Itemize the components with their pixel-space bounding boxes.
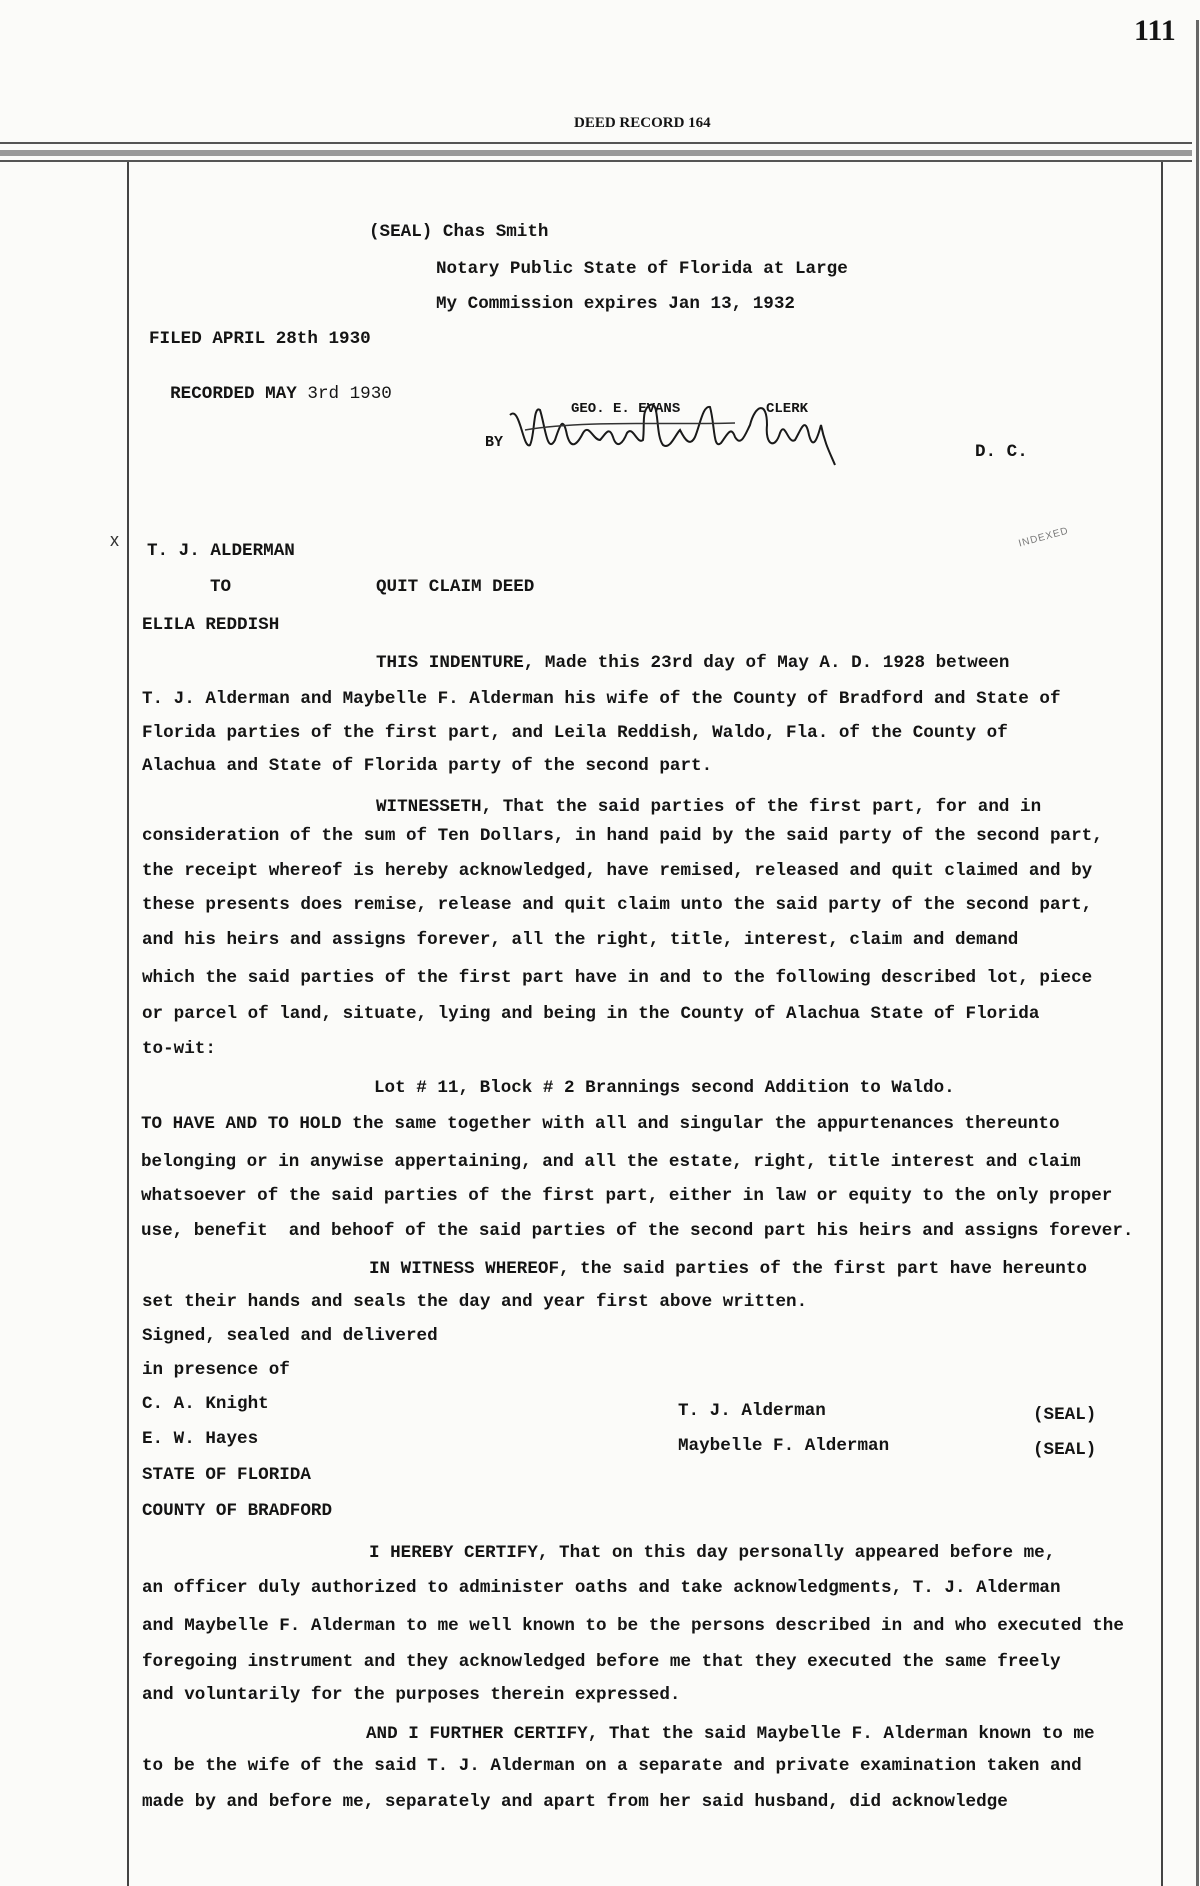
- further-certify-line: made by and before me, separately and apart from her said husband, did acknowledge: [142, 1792, 1008, 1812]
- clerk-name: GEO. E. EVANS: [571, 401, 681, 417]
- grantee-name: ELILA REDDISH: [142, 615, 280, 635]
- book-title: DEED RECORD 164: [574, 115, 711, 131]
- to-label: TO: [210, 577, 232, 597]
- in-witness-line: IN WITNESS WHEREOF, the said parties of the first part have hereunto: [369, 1259, 1087, 1279]
- witnesseth-line: these presents does remise, release and quit claim unto the said party of the second part,: [142, 895, 1093, 915]
- notary-seal-line: (SEAL) Chas Smith: [369, 222, 549, 242]
- indexed-stamp: INDEXED: [1017, 525, 1070, 550]
- presence-label: in presence of: [142, 1360, 290, 1380]
- header-rule-bottom: [0, 160, 1192, 162]
- witnesseth-line: to-wit:: [142, 1039, 216, 1059]
- habendum-line: belonging or in anywise appertaining, and all the estate, right, title interest and claim: [141, 1152, 1081, 1172]
- right-margin-line: [1161, 162, 1163, 1886]
- indenture-line: T. J. Alderman and Maybelle F. Alderman his wife of the County of Bradford and State of: [142, 689, 1061, 709]
- further-certify-line: AND I FURTHER CERTIFY, That the said Maybelle F. Alderman known to me: [366, 1724, 1095, 1744]
- further-certify-line: to be the wife of the said T. J. Alderman on a separate and private examination taken and: [142, 1756, 1082, 1776]
- certify-line: I HEREBY CERTIFY, That on this day personally appeared before me,: [369, 1543, 1056, 1563]
- header-rule-top: [0, 142, 1192, 144]
- witness-name: C. A. Knight: [142, 1394, 269, 1414]
- signer-name: T. J. Alderman: [678, 1401, 826, 1421]
- signed-sealed-label: Signed, sealed and delivered: [142, 1326, 438, 1346]
- page-edge: [1196, 20, 1199, 1886]
- witnesseth-line: or parcel of land, situate, lying and being in the County of Alachua State of Florida: [142, 1004, 1040, 1024]
- state-heading: STATE OF FLORIDA: [142, 1465, 311, 1485]
- margin-mark: x: [110, 530, 119, 550]
- deputy-clerk-label: D. C.: [975, 442, 1028, 462]
- left-margin-line: [127, 162, 129, 1886]
- page-number: 111: [1134, 14, 1176, 47]
- habendum-line: TO HAVE AND TO HOLD the same together with all and singular the appurtenances thereunto: [141, 1114, 1060, 1134]
- witnesseth-line: the receipt whereof is hereby acknowledged, have remised, released and quit claimed and by: [142, 861, 1093, 881]
- signer-name: Maybelle F. Alderman: [678, 1436, 890, 1456]
- habendum-line: whatsoever of the said parties of the first part, either in law or equity to the only proper: [141, 1186, 1113, 1206]
- habendum-line: use, benefit and behoof of the said parties of the second part his heirs and assigns forever.: [141, 1221, 1134, 1241]
- grantor-name: T. J. ALDERMAN: [147, 541, 295, 561]
- deputy-clerk-signature: [505, 395, 885, 475]
- deed-type: QUIT CLAIM DEED: [376, 577, 535, 597]
- witnesseth-line: WITNESSETH, That the said parties of the first part, for and in: [376, 797, 1042, 817]
- certify-line: and voluntarily for the purposes therein expressed.: [142, 1685, 681, 1705]
- seal-label: (SEAL): [1033, 1440, 1097, 1460]
- header-rule-middle: [0, 150, 1192, 156]
- indenture-line: Alachua and State of Florida party of the second part.: [142, 756, 713, 776]
- witness-name: E. W. Hayes: [142, 1429, 259, 1449]
- recorded-label: RECORDED MAY: [170, 384, 297, 404]
- witnesseth-line: and his heirs and assigns forever, all the right, title, interest, claim and demand: [142, 930, 1019, 950]
- indenture-line: THIS INDENTURE, Made this 23rd day of May A. D. 1928 between: [376, 653, 1010, 673]
- lot-description: Lot # 11, Block # 2 Brannings second Addition to Waldo.: [374, 1078, 955, 1098]
- certify-line: and Maybelle F. Alderman to me well known to be the persons described in and who executed the: [142, 1616, 1124, 1636]
- witnesseth-line: which the said parties of the first part have in and to the following described lot, piece: [142, 968, 1093, 988]
- clerk-title: CLERK: [766, 401, 809, 417]
- witnesseth-line: consideration of the sum of Ten Dollars, in hand paid by the said party of the second part,: [142, 826, 1103, 846]
- notary-title: Notary Public State of Florida at Large: [436, 259, 848, 279]
- recorded-date: [149, 361, 392, 405]
- certify-line: foregoing instrument and they acknowledged before me that they executed the same freely: [142, 1652, 1061, 1672]
- county-heading: COUNTY OF BRADFORD: [142, 1501, 333, 1521]
- certify-line: an officer duly authorized to administer oaths and take acknowledgments, T. J. Alderman: [142, 1578, 1061, 1598]
- in-witness-line: set their hands and seals the day and year first above written.: [142, 1292, 808, 1312]
- by-label: BY: [485, 434, 504, 451]
- recorded-day: 3rd 1930: [307, 384, 392, 404]
- seal-label: (SEAL): [1033, 1405, 1097, 1425]
- indenture-line: Florida parties of the first part, and Leila Reddish, Waldo, Fla. of the County of: [142, 723, 1008, 743]
- notary-commission: My Commission expires Jan 13, 1932: [436, 294, 795, 314]
- filed-date: FILED APRIL 28th 1930: [149, 329, 371, 349]
